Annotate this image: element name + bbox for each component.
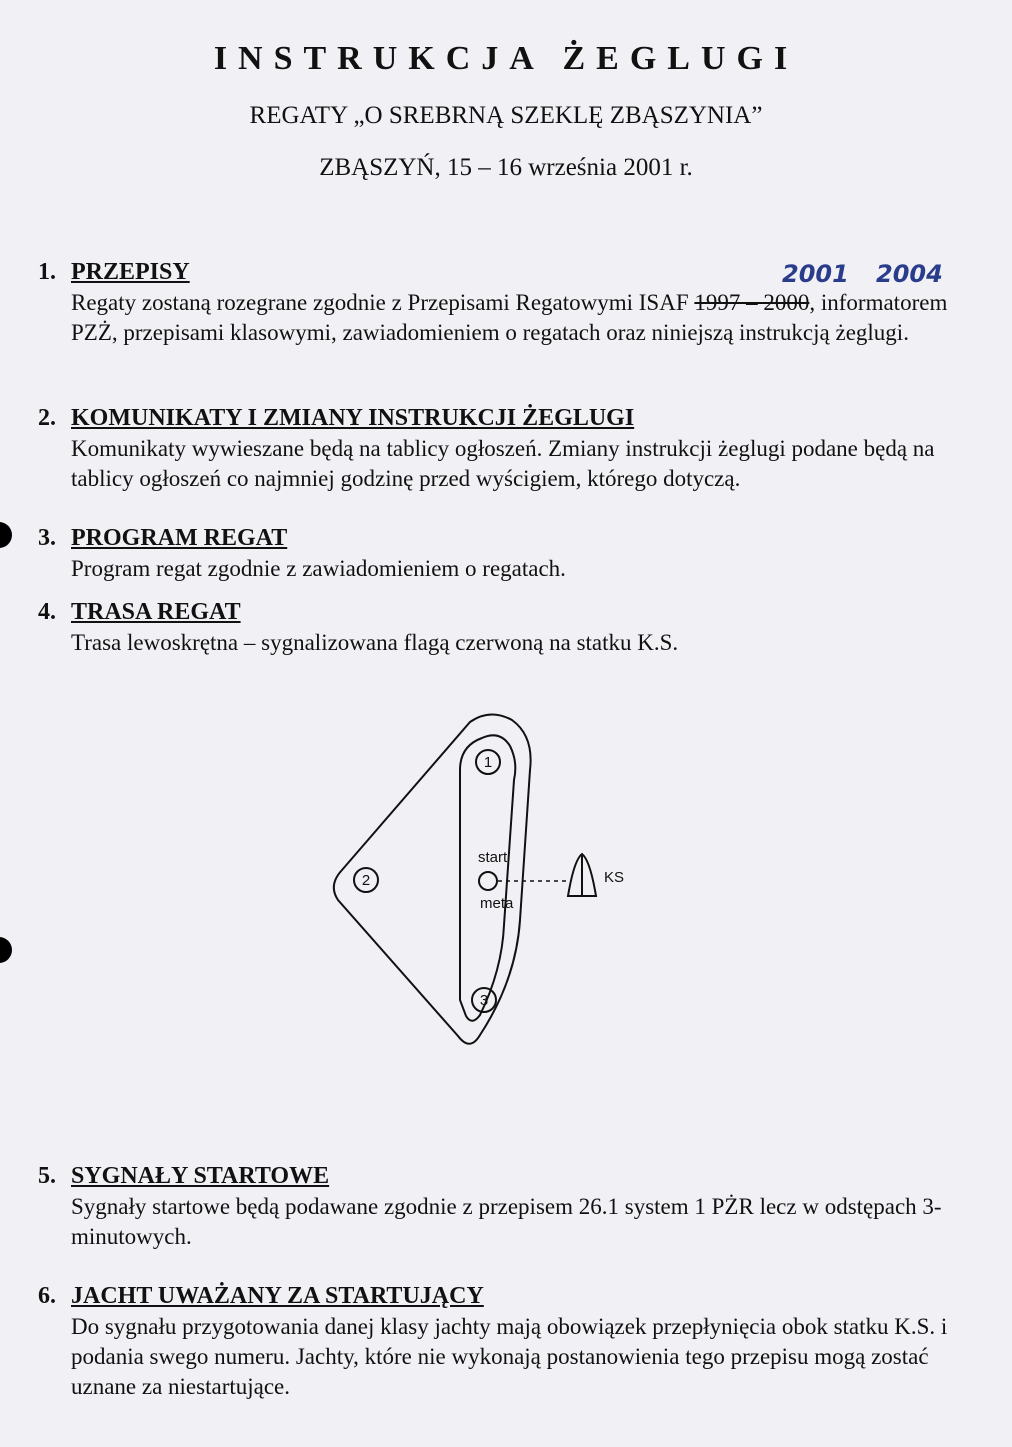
document-title: INSTRUKCJA ŻEGLUGI [213,40,799,77]
section-title: PRZEPISY [71,259,190,285]
struck-years: 1997 – 2000 [694,290,810,315]
document-subtitle: REGATY „O SREBRNĄ SZEKLĘ ZBĄSZYNIA” [249,102,763,129]
document-dateline: ZBĄSZYŃ, 15 – 16 września 2001 r. [319,154,693,181]
section-number: 6. [38,1283,56,1309]
section-number: 3. [38,525,56,551]
handwritten-year-end: 2004 [876,260,943,288]
section-body-text: Regaty zostaną rozegrane zgodnie z Przepisami Regatowymi ISAF [71,290,695,315]
mark-2-label: 2 [361,872,371,889]
section-number: 1. [38,259,56,285]
course-inner-line [460,735,515,1020]
start-label: start [478,849,508,866]
section-komunikaty [38,402,983,494]
section-body: Komunikaty wywieszane będą na tablicy ogłoszeń. Zmiany instrukcji żeglugi podane będą na tablicy ogłoszeń co najmniej godzinę przed wyścigiem, którego dotyczą. [71,436,935,491]
course-diagram [320,700,650,1060]
section-trasa [38,596,983,658]
section-program [38,522,983,584]
start-buoy [479,872,497,890]
section-body: Do sygnału przygotowania danej klasy jachty mają obowiązek przepłynięcia obok statku K.S. i podania swego numeru. Jachty, które nie wykonają postanowienia tego przepisu mogą zostać uznane za niestartujące. [71,1314,948,1399]
section-body-text-cont: , informatorem PZŻ, przepisami klasowymi, zawiadomieniem o regatach oraz niniejszą instrukcją żeglugi. [71,290,948,345]
section-heading [38,522,983,554]
section-title: JACHT UWAŻANY ZA STARTUJĄCY [71,1283,484,1309]
section-title: TRASA REGAT [71,599,241,625]
section-title: KOMUNIKATY I ZMIANY INSTRUKCJI ŻEGLUGI [71,405,635,431]
section-number: 5. [38,1163,56,1189]
section-heading [38,256,983,288]
section-number: 2. [38,405,56,431]
punch-hole [0,522,12,548]
section-number: 4. [38,599,56,625]
section-body [71,288,983,348]
section-heading [38,402,983,434]
punch-hole [0,937,12,963]
section-body: Program regat zgodnie z zawiadomieniem o regatach. [71,556,566,581]
section-title: PROGRAM REGAT [71,525,288,551]
section-body: Sygnały startowe będą podawane zgodnie z przepisem 26.1 system 1 PŻR lecz w odstępach 3-minutowych. [71,1194,942,1249]
section-heading [38,1280,983,1312]
section-heading [38,1160,983,1192]
mark-1-label: 1 [483,754,493,771]
mark-3-label: 3 [479,992,489,1009]
handwritten-year-start: 2001 [782,260,849,288]
section-heading [38,596,983,628]
section-title: SYGNAŁY STARTOWE [71,1163,330,1189]
section-przepisy [38,256,983,348]
section-jacht [38,1280,983,1402]
section-body: Trasa lewoskrętna – sygnalizowana flagą czerwoną na statku K.S. [71,630,679,655]
finish-label: meta [480,895,514,912]
section-sygnaly [38,1160,983,1252]
committee-label: KS [604,869,625,886]
